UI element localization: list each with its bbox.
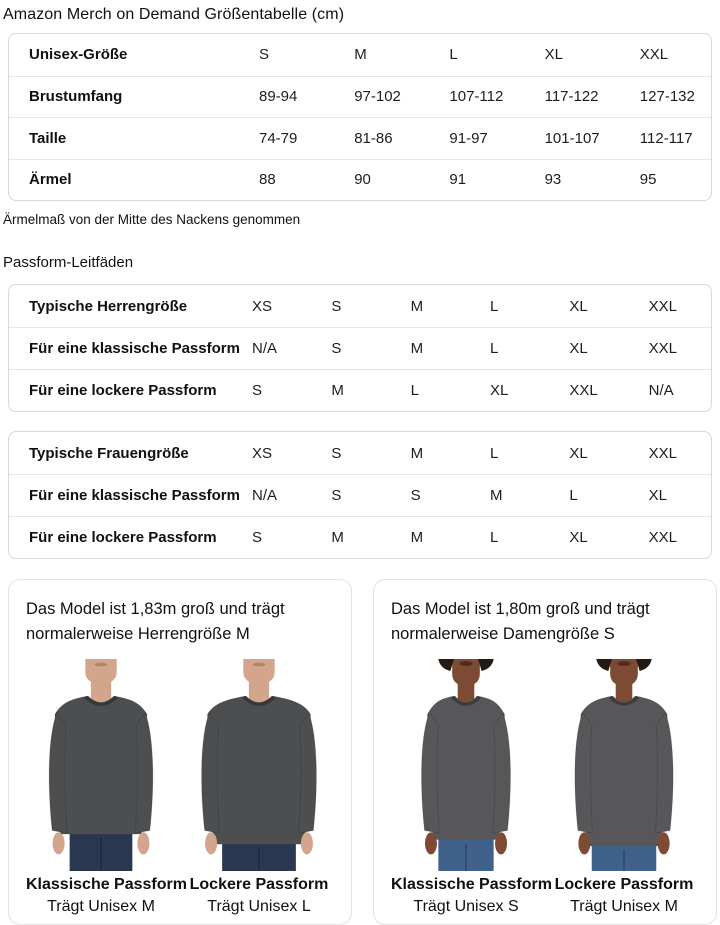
cell: L [449,46,458,64]
cell: XXL [648,297,678,315]
cell: M [410,444,424,462]
table-row [9,327,711,369]
figure-block [549,659,699,916]
table-row [9,34,711,76]
size-label: Trägt Unisex M [47,897,155,915]
female-model-classic-fit-photo-svg [391,659,541,871]
cell: XXL [648,340,678,357]
cell: L [569,487,578,504]
cell: N/A [252,487,278,504]
cell: 127-132 [639,88,695,106]
fit-guides-heading: Passform-Leitfäden [3,254,134,271]
cell: 91 [449,171,467,189]
cell: S [331,444,342,462]
cell: XS [252,444,273,462]
female-figures [391,659,699,916]
cell: XL [648,487,668,504]
cell: 112-117 [639,129,693,147]
cell: S [410,487,421,504]
cell: S [331,340,342,357]
cell: 91-97 [449,129,488,147]
cell: 88 [259,171,276,189]
cell: XL [490,382,509,399]
male-model-loose-fit-photo [184,659,334,871]
cell: XL [569,340,588,357]
cell: L [410,382,419,399]
sleeve-measurement-note: Ärmelmaß von der Mitte des Nackens genommen [3,212,301,227]
size-label: Trägt Unisex L [207,897,311,915]
cell: S [259,46,270,64]
cell: XL [544,46,563,64]
cell: 117-122 [544,88,599,106]
figure-block [391,659,552,916]
cell: XXL [569,382,598,399]
table-row [9,474,711,516]
cell: 101-107 [544,129,600,147]
male-model-description: Das Model ist 1,83m groß und trägt normalerweise Herrengröße M [26,600,285,643]
cell: 95 [639,171,657,189]
cell: M [331,382,344,399]
row-label: Für eine klassische Passform [29,487,240,504]
row-label: Typische Frauengröße [29,444,189,462]
cell: XXL [648,529,678,546]
fit-label: Klassische Passform [26,875,187,893]
cell: XL [569,529,588,546]
womens-fit-guide-table [8,431,712,559]
cell: 107-112 [449,88,504,106]
page-title: Amazon Merch on Demand Größentabelle (cm) [3,6,345,23]
cell: M [354,46,367,64]
cell: L [490,444,499,462]
cell: XXL [648,444,678,462]
male-model-loose-fit-photo-svg [184,659,334,871]
figure-block [184,659,334,916]
row-label: Typische Herrengröße [29,297,188,315]
table-row [9,159,711,201]
table-row [9,117,711,159]
male-model-card [8,579,352,925]
cell: XL [569,444,588,462]
fit-label: Klassische Passform [391,875,552,893]
cell: XL [569,297,588,315]
row-label: Für eine lockere Passform [29,529,217,546]
cell: 81-86 [354,129,393,147]
cell: 93 [544,171,562,189]
row-label: Ärmel [29,171,72,189]
row-label: Taille [29,129,67,147]
cell: M [410,529,424,546]
row-label: Für eine lockere Passform [29,382,217,399]
cell: XXL [639,46,669,64]
cell: N/A [252,340,278,357]
mens-fit-guide-table [8,284,712,412]
figure-block [26,659,187,916]
model-cards [8,579,712,925]
cell: XS [252,297,273,315]
female-model-classic-fit-photo [391,659,541,871]
table-row [9,369,711,411]
male-model-classic-fit-photo [26,659,176,871]
cell: S [331,487,342,504]
size-label: Trägt Unisex S [413,897,519,915]
row-label: Für eine klassische Passform [29,340,240,357]
fit-label: Lockere Passform [189,875,329,893]
cell: M [490,487,503,504]
female-model-card [373,579,717,925]
female-model-description: Das Model ist 1,80m groß und trägt normalerweise Damengröße S [391,600,650,643]
cell: M [410,340,424,357]
size-measurements-table [8,33,712,201]
row-label: Unisex-Größe [29,46,128,64]
row-label: Brustumfang [29,88,123,106]
cell: M [410,297,424,315]
female-model-loose-fit-photo-svg [549,659,699,871]
male-figures [26,659,334,916]
table-row [9,432,711,474]
cell: L [490,297,499,315]
cell: N/A [648,382,674,399]
cell: S [252,529,263,546]
cell: L [490,529,499,546]
table-row [9,516,711,558]
cell: 74-79 [259,129,298,147]
cell: 89-94 [259,88,298,106]
cell: 97-102 [354,88,401,106]
male-model-classic-fit-photo-svg [26,659,176,871]
table-row [9,285,711,327]
cell: S [252,382,263,399]
cell: S [331,297,342,315]
cell: M [331,529,344,546]
female-model-loose-fit-photo [549,659,699,871]
table-row [9,76,711,118]
fit-label: Lockere Passform [554,875,694,893]
cell: 90 [354,171,371,189]
cell: L [490,340,499,357]
size-label: Trägt Unisex M [570,897,678,915]
